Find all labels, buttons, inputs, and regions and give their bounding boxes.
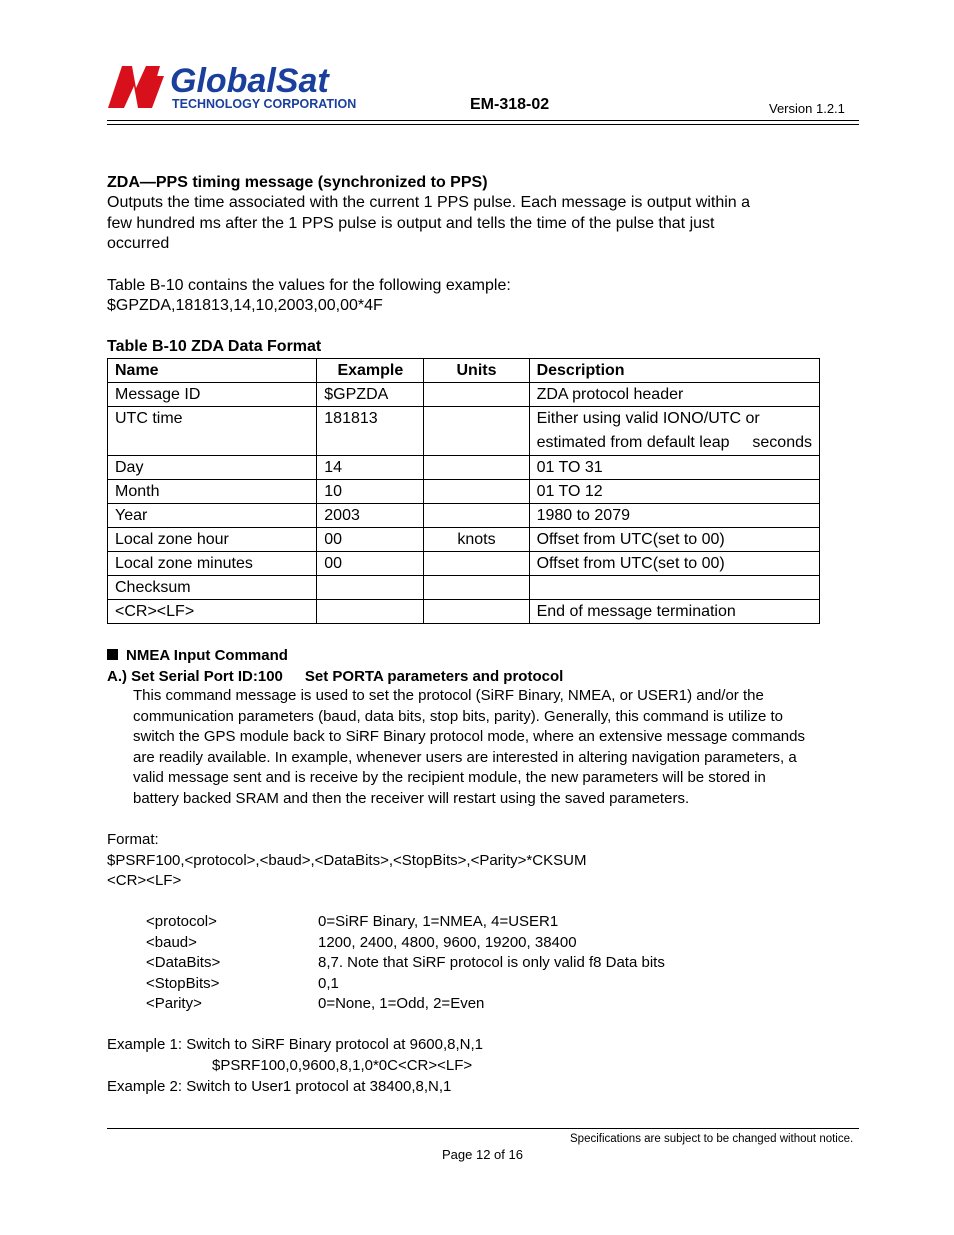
- cell-description-part: seconds: [752, 434, 812, 451]
- body-line: are readily available. In example, whenever users are interested in altering navigation parameters, a: [133, 748, 797, 766]
- param-name: <baud>: [146, 933, 197, 951]
- table-header-row: [108, 359, 820, 383]
- globalsat-logo: [106, 62, 356, 114]
- cell-description: [529, 576, 819, 600]
- cell-units: [424, 504, 529, 528]
- footer-note: Specifications are subject to be changed without notice.: [570, 1133, 854, 1145]
- cell-units: [424, 576, 529, 600]
- cell-description-part: estimated from default leap: [536, 434, 730, 451]
- table-caption: Table B-10 ZDA Data Format: [107, 338, 322, 355]
- param-value: 8,7. Note that SiRF protocol is only valid f8 Data bits: [318, 954, 665, 972]
- subheading-command-title: Set PORTA parameters and protocol: [304, 668, 564, 685]
- cell-example: 14: [317, 456, 424, 480]
- zda-description-line: few hundred ms after the 1 PPS pulse is output and tells the time of the pulse that just: [107, 215, 715, 232]
- format-label: Format:: [107, 831, 159, 848]
- cell-example: [317, 576, 424, 600]
- cell-name: Local zone minutes: [108, 552, 317, 576]
- cell-name: Year: [108, 504, 317, 528]
- body-line: valid message sent and is receive by the recipient module, the new parameters will be stored in: [133, 769, 766, 787]
- format-line: $PSRF100,<protocol>,<baud>,<DataBits>,<StopBits>,<Parity>*CKSUM: [107, 851, 587, 869]
- table-row: [108, 576, 820, 600]
- param-value: 0=SiRF Binary, 1=NMEA, 4=USER1: [318, 913, 559, 930]
- column-header-units: Units: [424, 359, 529, 383]
- document-id: EM-318-02: [470, 96, 550, 113]
- logo-tagline-text: TECHNOLOGY CORPORATION: [172, 97, 356, 111]
- param-value: 1200, 2400, 4800, 9600, 19200, 38400: [318, 933, 577, 951]
- table-row: [108, 600, 820, 624]
- cell-units: [424, 383, 529, 407]
- cell-units: knots: [424, 528, 529, 552]
- square-bullet-icon: [107, 649, 118, 660]
- cell-name: Local zone hour: [108, 528, 317, 552]
- table-row: [108, 456, 820, 480]
- cell-example: $GPZDA: [317, 383, 424, 407]
- param-name: <protocol>: [146, 913, 217, 930]
- param-value: 0,1: [318, 974, 339, 992]
- cell-units: [424, 552, 529, 576]
- cell-example: 00: [317, 528, 424, 552]
- table-row: [108, 480, 820, 504]
- example-intro: Table B-10 contains the values for the following example:: [107, 277, 511, 294]
- zda-description-line: occurred: [107, 235, 170, 252]
- table-row: [108, 407, 820, 456]
- example-1: Example 1: Switch to SiRF Binary protocol at 9600,8,N,1: [107, 1036, 484, 1053]
- cell-description: 01 TO 31: [529, 456, 819, 480]
- nmea-subheading: [107, 667, 563, 687]
- cell-description: Offset from UTC(set to 00): [529, 528, 819, 552]
- table-row: [108, 552, 820, 576]
- column-header-name: Name: [108, 359, 317, 383]
- example-1-command: $PSRF100,0,9600,8,1,0*0C<CR><LF>: [212, 1057, 473, 1074]
- header-rule: [107, 120, 859, 121]
- cell-example: 2003: [317, 504, 424, 528]
- zda-description-line: Outputs the time associated with the current 1 PPS pulse. Each message is output within a: [107, 194, 751, 211]
- param-name: <DataBits>: [146, 954, 221, 972]
- cell-name: UTC time: [108, 407, 317, 456]
- param-name: <Parity>: [146, 995, 202, 1013]
- body-line: communication parameters (baud, data bits, stop bits, parity). Generally, this command is utilize to: [133, 707, 784, 725]
- cell-description: End of message termination: [529, 600, 819, 624]
- param-value: 0=None, 1=Odd, 2=Even: [318, 995, 485, 1013]
- header-rule-2: [107, 124, 859, 125]
- parameter-list: [0, 912, 954, 1022]
- cell-units: [424, 456, 529, 480]
- cell-example: 10: [317, 480, 424, 504]
- cell-description-line: Either using valid IONO/UTC or: [536, 410, 760, 427]
- cell-units: [424, 480, 529, 504]
- cell-description: ZDA protocol header: [529, 383, 819, 407]
- table-row: [108, 383, 820, 407]
- logo-brand-text: GlobalSat: [170, 62, 329, 100]
- cell-name: Checksum: [108, 576, 317, 600]
- column-header-description: Description: [529, 359, 819, 383]
- body-line: battery backed SRAM and then the receiver will restart using the saved parameters.: [133, 789, 690, 807]
- cell-units: [424, 407, 529, 456]
- example-sentence: $GPZDA,181813,14,10,2003,00,00*4F: [107, 297, 383, 314]
- cell-description: 01 TO 12: [529, 480, 819, 504]
- table-row: [108, 504, 820, 528]
- cell-example: 181813: [317, 407, 424, 456]
- cell-name: Month: [108, 480, 317, 504]
- nmea-heading: [107, 646, 288, 666]
- subheading-command-id: A.) Set Serial Port ID:100: [107, 668, 283, 685]
- cell-description: 1980 to 2079: [529, 504, 819, 528]
- format-line: <CR><LF>: [107, 872, 182, 890]
- cell-name: Message ID: [108, 383, 317, 407]
- body-line: switch the GPS module back to SiRF Binary protocol mode, where an extensive message commands: [133, 728, 805, 746]
- cell-description: [529, 407, 819, 456]
- cell-example: 00: [317, 552, 424, 576]
- version-label: Version 1.2.1: [769, 101, 845, 116]
- cell-description: Offset from UTC(set to 00): [529, 552, 819, 576]
- column-header-example: Example: [317, 359, 424, 383]
- cell-name: Day: [108, 456, 317, 480]
- example-2: Example 2: Switch to User1 protocol at 38400,8,N,1: [107, 1078, 452, 1095]
- body-line: This command message is used to set the protocol (SiRF Binary, NMEA, or USER1) and/or the: [133, 687, 764, 704]
- zda-title: ZDA—PPS timing message (synchronized to PPS): [107, 174, 488, 191]
- nmea-heading-text: NMEA Input Command: [126, 647, 288, 664]
- nmea-body: [133, 686, 805, 810]
- table-row: [108, 528, 820, 552]
- param-name: <StopBits>: [146, 974, 220, 992]
- footer-rule: [107, 1128, 859, 1129]
- format-block: [107, 830, 586, 892]
- cell-example: [317, 600, 424, 624]
- cell-units: [424, 600, 529, 624]
- page-number: Page 12 of 16: [442, 1147, 523, 1162]
- cell-description-line: [537, 431, 812, 455]
- zda-data-format-table: [107, 358, 820, 624]
- cell-name: <CR><LF>: [108, 600, 317, 624]
